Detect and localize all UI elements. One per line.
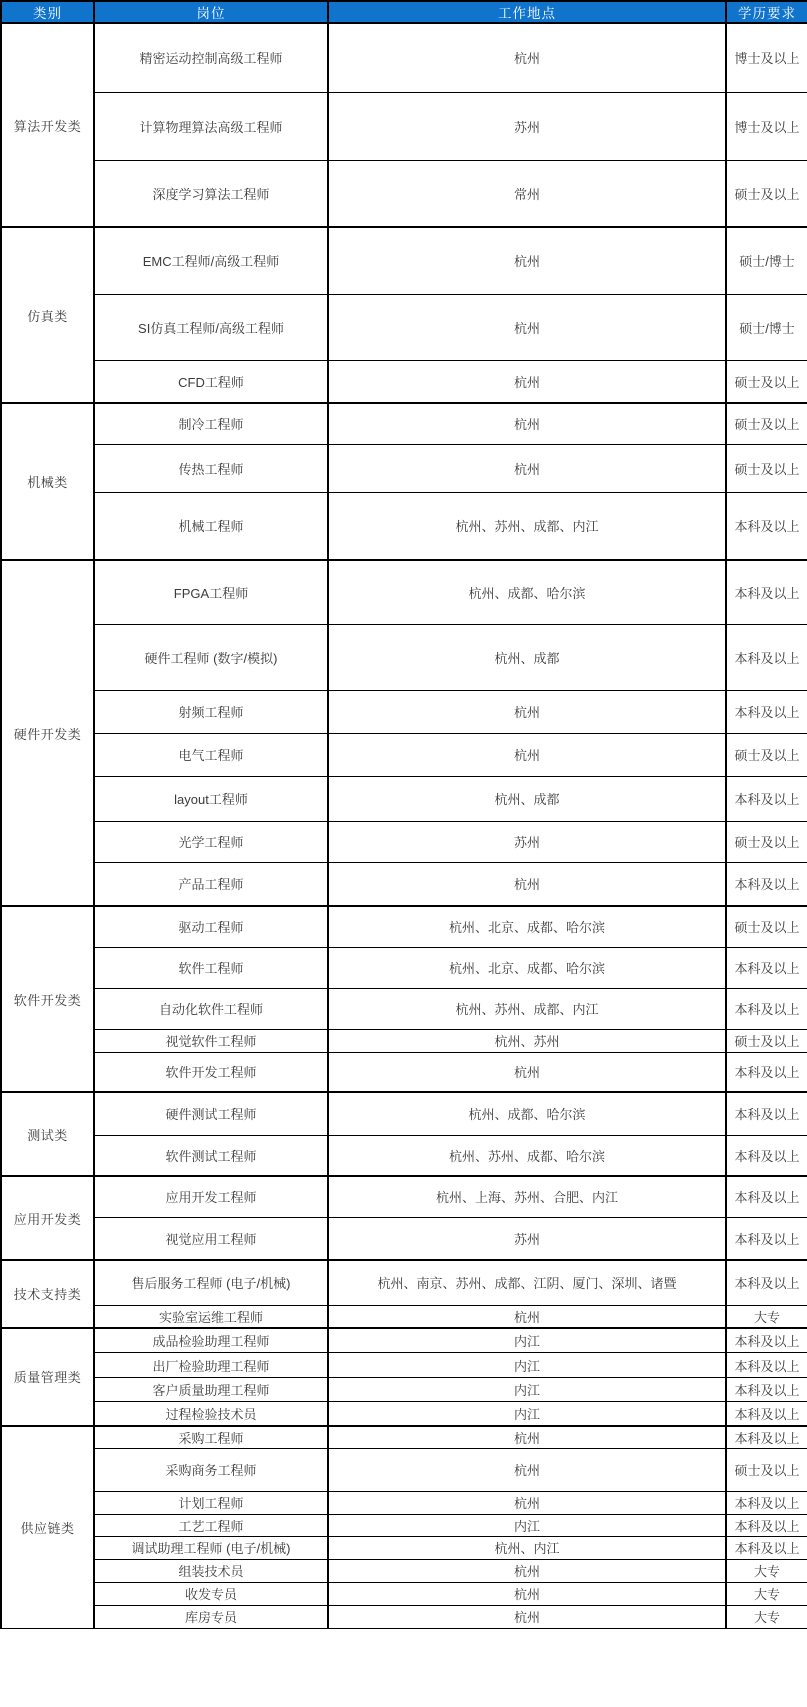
position-cell: 硬件测试工程师 xyxy=(94,1092,328,1135)
education-cell: 硕士及以上 xyxy=(726,733,807,776)
location-cell: 杭州、北京、成都、哈尔滨 xyxy=(328,947,726,988)
position-cell: CFD工程师 xyxy=(94,360,328,403)
location-cell: 杭州 xyxy=(328,862,726,906)
education-cell: 本科及以上 xyxy=(726,776,807,821)
category-cell: 应用开发类 xyxy=(1,1176,94,1260)
table-row xyxy=(1,1353,807,1378)
education-cell: 本科及以上 xyxy=(726,1402,807,1426)
table-row xyxy=(1,1559,807,1582)
category-cell: 硬件开发类 xyxy=(1,560,94,906)
position-cell: 软件工程师 xyxy=(94,947,328,988)
table-body xyxy=(1,23,807,1628)
table-row xyxy=(1,862,807,906)
position-cell: 采购工程师 xyxy=(94,1426,328,1449)
education-cell: 本科及以上 xyxy=(726,690,807,733)
education-cell: 本科及以上 xyxy=(726,624,807,690)
location-cell: 杭州 xyxy=(328,1559,726,1582)
table-row xyxy=(1,1402,807,1426)
table-row xyxy=(1,492,807,560)
location-cell: 杭州 xyxy=(328,690,726,733)
education-cell: 本科及以上 xyxy=(726,1052,807,1092)
location-cell: 杭州 xyxy=(328,403,726,444)
education-cell: 本科及以上 xyxy=(726,1536,807,1559)
location-cell: 苏州 xyxy=(328,92,726,160)
position-cell: 精密运动控制高级工程师 xyxy=(94,23,328,92)
position-cell: 机械工程师 xyxy=(94,492,328,560)
table-row xyxy=(1,403,807,444)
location-cell: 杭州 xyxy=(328,1426,726,1449)
position-cell: 射频工程师 xyxy=(94,690,328,733)
position-cell: 软件测试工程师 xyxy=(94,1135,328,1176)
location-cell: 杭州 xyxy=(328,1582,726,1605)
position-cell: 调试助理工程师 (电子/机械) xyxy=(94,1536,328,1559)
table-row xyxy=(1,444,807,492)
position-cell: 采购商务工程师 xyxy=(94,1448,328,1491)
table-row xyxy=(1,776,807,821)
education-cell: 本科及以上 xyxy=(726,1491,807,1514)
location-cell: 内江 xyxy=(328,1402,726,1426)
table-row xyxy=(1,1536,807,1559)
table-row xyxy=(1,906,807,947)
category-cell: 软件开发类 xyxy=(1,906,94,1092)
category-cell: 供应链类 xyxy=(1,1426,94,1629)
column-header-position: 岗位 xyxy=(94,1,328,23)
location-cell: 内江 xyxy=(328,1353,726,1378)
education-cell: 硕士/博士 xyxy=(726,294,807,360)
category-cell: 仿真类 xyxy=(1,227,94,403)
table-row xyxy=(1,1491,807,1514)
table-row xyxy=(1,947,807,988)
position-cell: 售后服务工程师 (电子/机械) xyxy=(94,1260,328,1305)
education-cell: 大专 xyxy=(726,1582,807,1605)
position-cell: 实验室运维工程师 xyxy=(94,1305,328,1328)
position-cell: 收发专员 xyxy=(94,1582,328,1605)
position-cell: 客户质量助理工程师 xyxy=(94,1378,328,1402)
position-cell: 产品工程师 xyxy=(94,862,328,906)
table-row xyxy=(1,1260,807,1305)
table-row xyxy=(1,624,807,690)
location-cell: 杭州、成都 xyxy=(328,776,726,821)
location-cell: 杭州、北京、成都、哈尔滨 xyxy=(328,906,726,947)
column-header-category: 类别 xyxy=(1,1,94,23)
position-cell: 组装技术员 xyxy=(94,1559,328,1582)
location-cell: 杭州 xyxy=(328,1305,726,1328)
education-cell: 本科及以上 xyxy=(726,492,807,560)
position-cell: 自动化软件工程师 xyxy=(94,988,328,1029)
education-cell: 博士及以上 xyxy=(726,92,807,160)
education-cell: 大专 xyxy=(726,1305,807,1328)
education-cell: 本科及以上 xyxy=(726,1378,807,1402)
education-cell: 硕士及以上 xyxy=(726,444,807,492)
position-cell: 硬件工程师 (数字/模拟) xyxy=(94,624,328,690)
location-cell: 常州 xyxy=(328,160,726,227)
location-cell: 杭州 xyxy=(328,444,726,492)
education-cell: 硕士及以上 xyxy=(726,360,807,403)
column-header-location: 工作地点 xyxy=(328,1,726,23)
education-cell: 本科及以上 xyxy=(726,560,807,624)
education-cell: 硕士及以上 xyxy=(726,160,807,227)
education-cell: 硕士及以上 xyxy=(726,1448,807,1491)
table-row xyxy=(1,690,807,733)
table-row xyxy=(1,92,807,160)
location-cell: 杭州 xyxy=(328,227,726,294)
location-cell: 内江 xyxy=(328,1378,726,1402)
location-cell: 杭州、内江 xyxy=(328,1536,726,1559)
position-cell: 视觉应用工程师 xyxy=(94,1217,328,1260)
table-row xyxy=(1,294,807,360)
position-cell: 成品检验助理工程师 xyxy=(94,1328,328,1353)
position-cell: 过程检验技术员 xyxy=(94,1402,328,1426)
category-cell: 算法开发类 xyxy=(1,23,94,227)
position-cell: 工艺工程师 xyxy=(94,1514,328,1536)
education-cell: 本科及以上 xyxy=(726,1260,807,1305)
table-row xyxy=(1,1029,807,1052)
table-header xyxy=(1,1,807,23)
education-cell: 本科及以上 xyxy=(726,1514,807,1536)
table-row xyxy=(1,1328,807,1353)
category-cell: 技术支持类 xyxy=(1,1260,94,1328)
location-cell: 苏州 xyxy=(328,821,726,862)
location-cell: 杭州、成都、哈尔滨 xyxy=(328,1092,726,1135)
location-cell: 杭州 xyxy=(328,1491,726,1514)
location-cell: 杭州 xyxy=(328,1448,726,1491)
education-cell: 本科及以上 xyxy=(726,1176,807,1217)
education-cell: 本科及以上 xyxy=(726,1426,807,1449)
location-cell: 苏州 xyxy=(328,1217,726,1260)
position-cell: 库房专员 xyxy=(94,1605,328,1628)
table-row xyxy=(1,1217,807,1260)
education-cell: 硕士/博士 xyxy=(726,227,807,294)
education-cell: 本科及以上 xyxy=(726,862,807,906)
table-row xyxy=(1,988,807,1029)
category-cell: 质量管理类 xyxy=(1,1328,94,1426)
position-cell: EMC工程师/高级工程师 xyxy=(94,227,328,294)
education-cell: 大专 xyxy=(726,1559,807,1582)
location-cell: 杭州 xyxy=(328,1052,726,1092)
column-header-education: 学历要求 xyxy=(726,1,807,23)
position-cell: 计划工程师 xyxy=(94,1491,328,1514)
education-cell: 本科及以上 xyxy=(726,1217,807,1260)
location-cell: 杭州、苏州、成都、内江 xyxy=(328,492,726,560)
education-cell: 硕士及以上 xyxy=(726,403,807,444)
position-cell: 应用开发工程师 xyxy=(94,1176,328,1217)
location-cell: 内江 xyxy=(328,1514,726,1536)
education-cell: 硕士及以上 xyxy=(726,1029,807,1052)
category-cell: 测试类 xyxy=(1,1092,94,1176)
position-cell: layout工程师 xyxy=(94,776,328,821)
position-cell: 视觉软件工程师 xyxy=(94,1029,328,1052)
location-cell: 杭州、上海、苏州、合肥、内江 xyxy=(328,1176,726,1217)
education-cell: 本科及以上 xyxy=(726,1353,807,1378)
position-cell: 深度学习算法工程师 xyxy=(94,160,328,227)
table-row xyxy=(1,1052,807,1092)
education-cell: 本科及以上 xyxy=(726,947,807,988)
education-cell: 本科及以上 xyxy=(726,1092,807,1135)
table-row xyxy=(1,1605,807,1628)
location-cell: 杭州、苏州 xyxy=(328,1029,726,1052)
location-cell: 杭州 xyxy=(328,23,726,92)
location-cell: 杭州 xyxy=(328,1605,726,1628)
location-cell: 杭州、苏州、成都、内江 xyxy=(328,988,726,1029)
education-cell: 博士及以上 xyxy=(726,23,807,92)
table-row xyxy=(1,1448,807,1491)
table-row xyxy=(1,1092,807,1135)
position-cell: 软件开发工程师 xyxy=(94,1052,328,1092)
position-cell: 驱动工程师 xyxy=(94,906,328,947)
table-row xyxy=(1,1135,807,1176)
position-cell: 出厂检验助理工程师 xyxy=(94,1353,328,1378)
location-cell: 杭州、南京、苏州、成都、江阴、厦门、深圳、诸暨 xyxy=(328,1260,726,1305)
position-cell: 光学工程师 xyxy=(94,821,328,862)
table-row xyxy=(1,227,807,294)
position-cell: SI仿真工程师/高级工程师 xyxy=(94,294,328,360)
category-cell: 机械类 xyxy=(1,403,94,560)
table-row xyxy=(1,1176,807,1217)
table-row xyxy=(1,1582,807,1605)
education-cell: 大专 xyxy=(726,1605,807,1628)
education-cell: 硕士及以上 xyxy=(726,821,807,862)
table-row xyxy=(1,1426,807,1449)
table-row xyxy=(1,1378,807,1402)
position-cell: 传热工程师 xyxy=(94,444,328,492)
header-row xyxy=(1,1,807,23)
table-row xyxy=(1,560,807,624)
location-cell: 杭州、苏州、成都、哈尔滨 xyxy=(328,1135,726,1176)
location-cell: 杭州 xyxy=(328,733,726,776)
table-row xyxy=(1,733,807,776)
table-row xyxy=(1,360,807,403)
location-cell: 杭州、成都 xyxy=(328,624,726,690)
education-cell: 本科及以上 xyxy=(726,1135,807,1176)
position-cell: FPGA工程师 xyxy=(94,560,328,624)
table-row xyxy=(1,160,807,227)
location-cell: 杭州、成都、哈尔滨 xyxy=(328,560,726,624)
location-cell: 杭州 xyxy=(328,294,726,360)
table-row xyxy=(1,1514,807,1536)
location-cell: 内江 xyxy=(328,1328,726,1353)
education-cell: 本科及以上 xyxy=(726,988,807,1029)
education-cell: 本科及以上 xyxy=(726,1328,807,1353)
table-row xyxy=(1,23,807,92)
education-cell: 硕士及以上 xyxy=(726,906,807,947)
location-cell: 杭州 xyxy=(328,360,726,403)
position-cell: 计算物理算法高级工程师 xyxy=(94,92,328,160)
table-row xyxy=(1,821,807,862)
table-row xyxy=(1,1305,807,1328)
position-cell: 电气工程师 xyxy=(94,733,328,776)
position-cell: 制冷工程师 xyxy=(94,403,328,444)
